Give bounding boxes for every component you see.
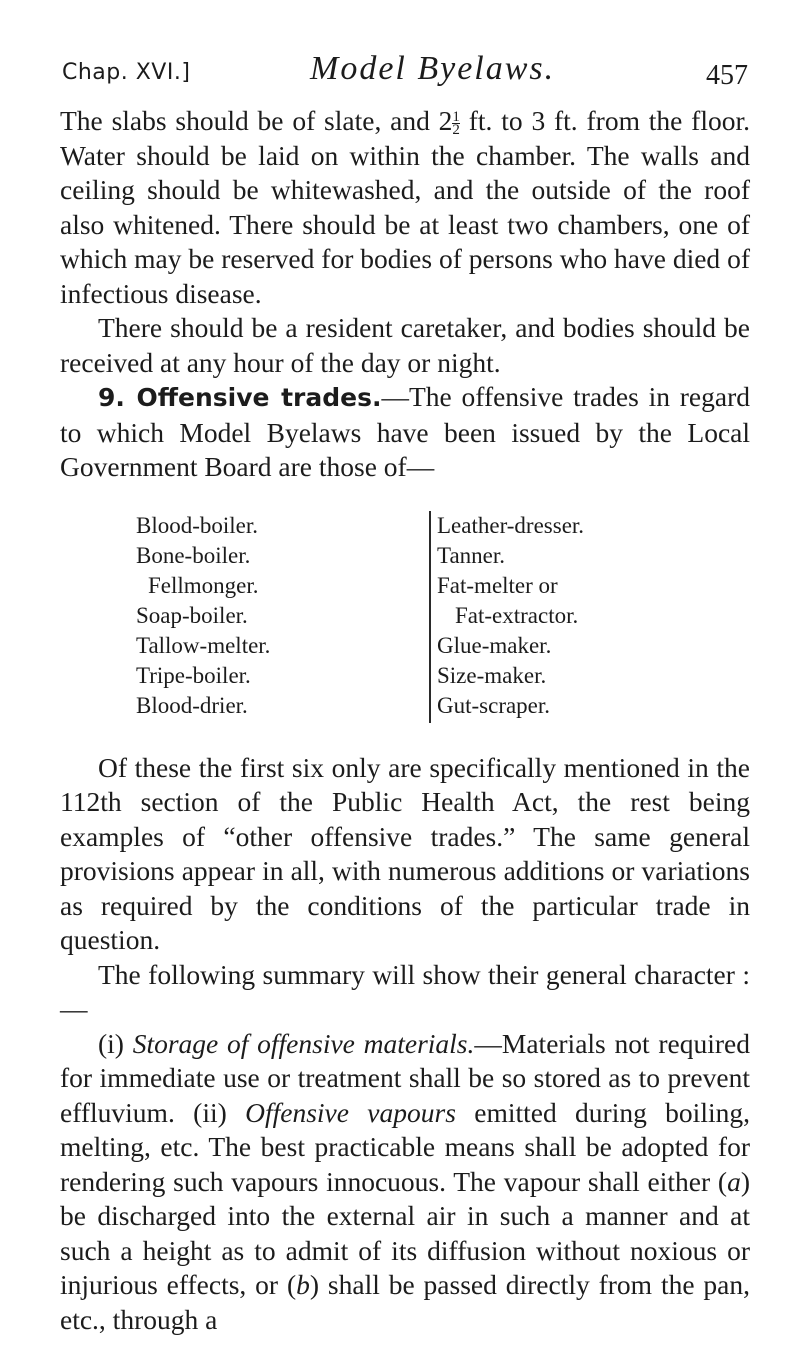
trade-item: Blood-drier. [136, 692, 248, 718]
paragraph-text: ) be discharged into the external air in such a manner and at such a height as to admit of its diffusion without noxious or injurious effects, or ( [60, 1165, 750, 1300]
paragraph-offensive-trades [60, 380, 750, 485]
page-number: 457 [706, 60, 748, 91]
trades-column-right [437, 511, 584, 721]
trade-item: Tripe-boiler. [136, 662, 251, 688]
book-page [60, 40, 750, 1337]
paragraph-caretaker: There should be a resident caretaker, and bodies should be received at any hour of the day or night. [60, 312, 750, 378]
section-heading: 9. Offensive trades. [98, 383, 382, 412]
italic-term: b [296, 1269, 310, 1300]
chapter-label: Chap. XVI.] [62, 60, 191, 85]
running-title: Model Byelaws. [310, 50, 556, 87]
trade-item: Bone-boiler. [136, 542, 251, 568]
paragraph-summary-intro: The following summary will show their general character :— [60, 958, 750, 1024]
paragraph-text: —Materials not required for immediate use or treatment shall be so stored as to prevent effluvium. [60, 1027, 750, 1128]
body-text [60, 104, 750, 1337]
running-header [60, 40, 750, 92]
trade-item: Soap-boiler. [136, 602, 248, 628]
trade-item: Blood-boiler. [136, 512, 259, 538]
trade-item: Fat-melter or [437, 572, 558, 598]
paragraph-text: ft. to 3 ft. from the floor. Water should be laid on within the chamber. The walls and ceiling should be whitewashed, and the outside of the roof also whitened. There should be at least two chambers, one of which may be reserved for bodies of persons who have died of infectious disease. [60, 105, 751, 309]
trades-table [60, 497, 750, 747]
trade-item: Leather-dresser. [437, 512, 585, 538]
paragraph-mortuary-slabs [60, 104, 750, 311]
paragraph-text: The slabs should be of slate, and 2 [60, 105, 453, 136]
trade-item: Glue-maker. [437, 632, 552, 658]
trade-item: Gut-scraper. [437, 692, 551, 718]
trade-item: Fellmonger. [148, 572, 259, 598]
italic-term: Storage of offensive materials. [132, 1027, 475, 1059]
paragraph-text: —The offensive trades in regard to which Model Byelaws have been issued by the Local Government Board are those of— [60, 381, 751, 482]
paragraph-text: ) shall be passed directly from the pan, etc., through a [60, 1269, 750, 1335]
fraction-half [452, 109, 460, 139]
fraction-denominator: 2 [452, 122, 460, 139]
trades-column-left [136, 511, 270, 721]
column-divider [429, 511, 431, 723]
list-label: (i) [98, 1027, 133, 1059]
italic-term: Offensive vapours [245, 1096, 456, 1128]
trade-item: Fat-extractor. [455, 602, 579, 628]
trade-item: Tanner. [437, 542, 506, 568]
trade-item: Size-maker. [437, 662, 547, 688]
fraction-numerator: 1 [452, 109, 460, 126]
list-label: (ii) [193, 1096, 246, 1128]
trade-item: Tallow-melter. [136, 632, 271, 658]
paragraph-public-health-act: Of these the first six only are specifically mentioned in the 112th section of the Public Health Act, the rest being examples of “other offensive trades.” The same general provisions appear in all, with numerous additions or variations as required by the conditions of the particular trade in question. [60, 751, 750, 955]
paragraph-text: emitted during boiling, melting, etc. The best practicable means shall be adopted for rendering such vapours innocuous. The vapour shall either ( [60, 1096, 750, 1197]
paragraph-summary [60, 1027, 750, 1338]
italic-term: a [727, 1165, 741, 1197]
